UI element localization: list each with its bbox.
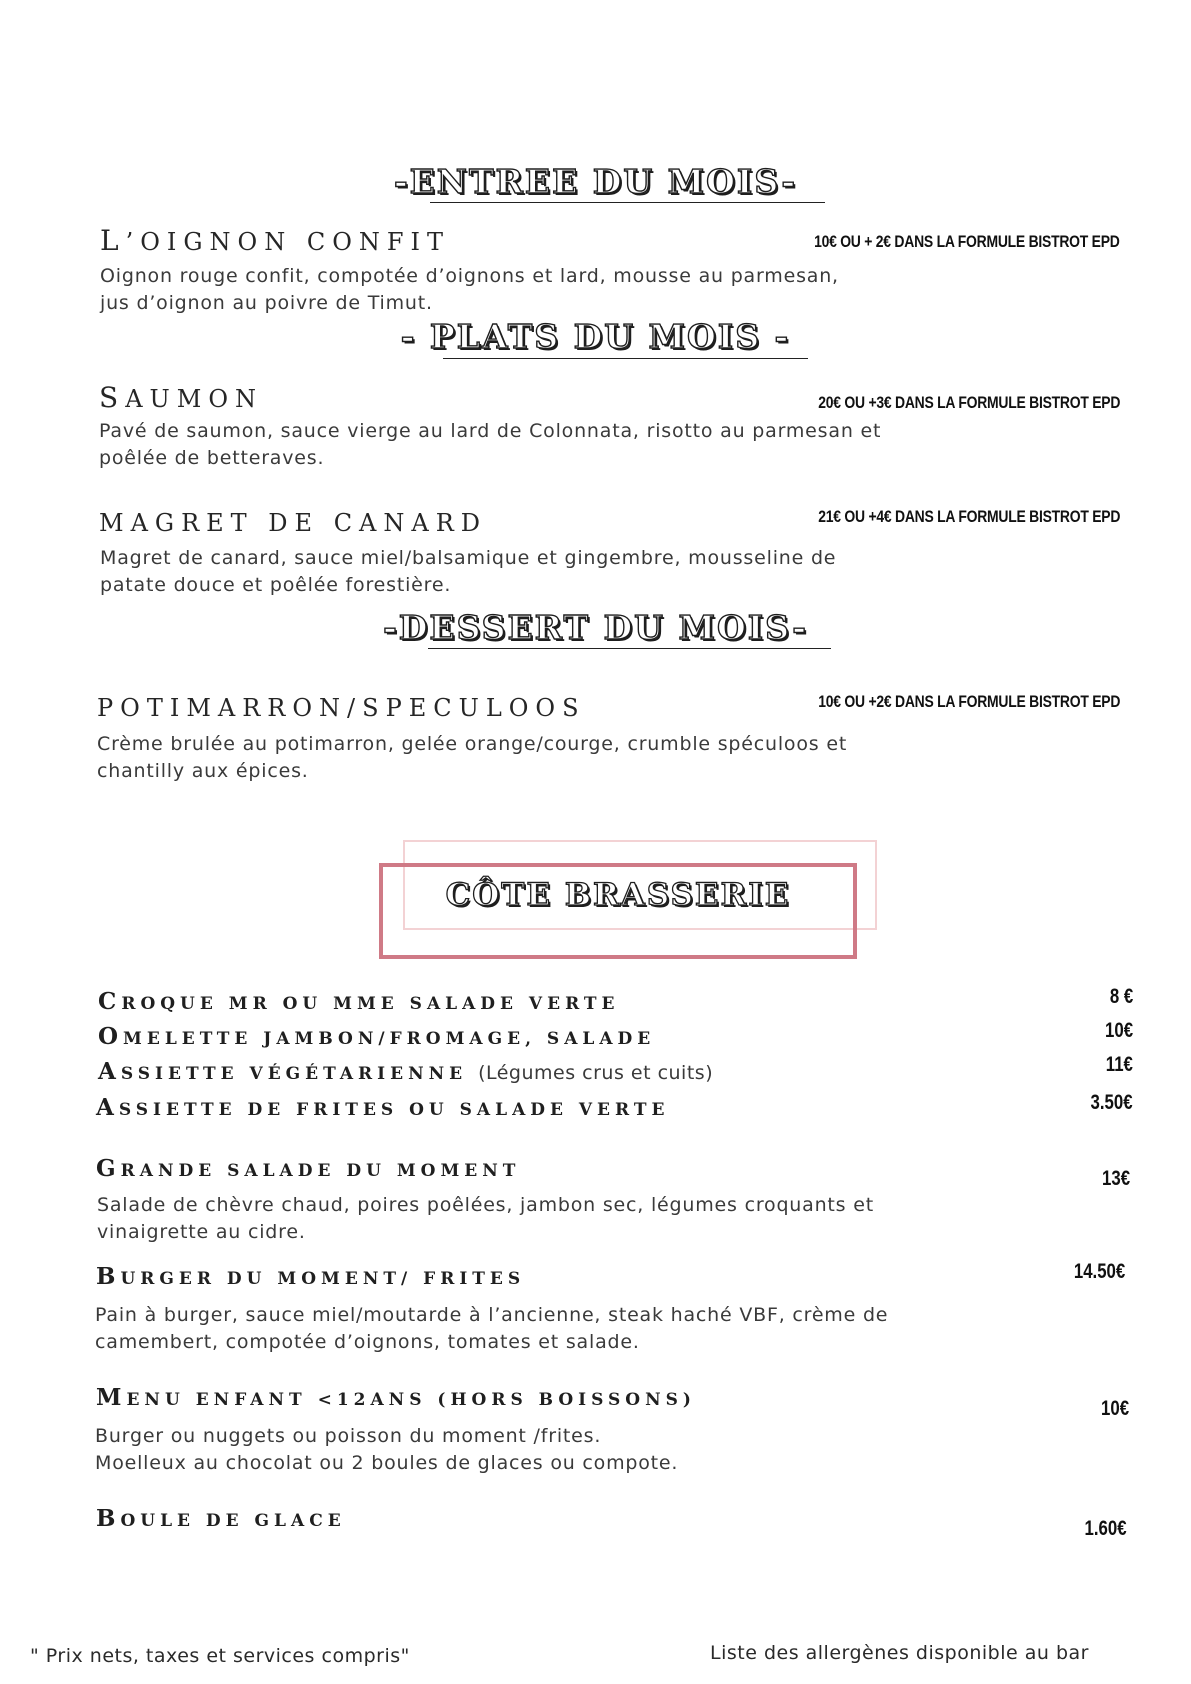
brasserie-item-description bbox=[97, 1192, 957, 1246]
brasserie-item-description bbox=[95, 1423, 955, 1477]
item-name-initial: C bbox=[98, 988, 122, 1015]
brasserie-item-description bbox=[95, 1302, 955, 1356]
brasserie-item-price: 11€ bbox=[1105, 1053, 1133, 1076]
item-name-rest: SSIETTE VÉGÉTARIENNE bbox=[120, 1064, 468, 1084]
description-line: Salade de chèvre chaud, poires poêlées, jambon sec, légumes croquants et bbox=[97, 1194, 874, 1216]
brasserie-section-title: CÔTE BRASSERIE bbox=[445, 877, 791, 913]
description-line: Pain à burger, sauce miel/moutarde à l’ancienne, steak haché VBF, crème de bbox=[95, 1304, 889, 1326]
description-line: Pavé de saumon, sauce vierge au lard de Colonnata, risotto au parmesan et bbox=[99, 420, 882, 442]
footer-price-note: " Prix nets, taxes et services compris" bbox=[30, 1645, 410, 1667]
item-name-rest: URGER DU MOMENT/ FRITES bbox=[120, 1269, 526, 1289]
entree-section-title: -ENTREE DU MOIS- bbox=[393, 162, 798, 201]
description-line: camembert, compotée d’oignons, tomates et salade. bbox=[95, 1331, 640, 1353]
item-name-initial: M bbox=[96, 1384, 127, 1411]
brasserie-item-price: 8 € bbox=[1109, 985, 1133, 1008]
footer-allergen-note: Liste des allergènes disponible au bar bbox=[710, 1642, 1089, 1664]
plats-dish-price: 21€ OU +4€ DANS LA FORMULE BISTROT EPD bbox=[818, 507, 1120, 526]
item-name-rest: SSIETTE DE FRITES OU SALADE VERTE bbox=[118, 1100, 670, 1120]
entree-dish-name bbox=[100, 224, 450, 257]
brasserie-item-name bbox=[96, 1263, 525, 1290]
item-name-initial: A bbox=[96, 1094, 119, 1121]
description-line: Crème brulée au potimarron, gelée orange/courge, crumble spéculoos et bbox=[97, 733, 848, 755]
entree-dish-description bbox=[100, 263, 960, 317]
description-line: jus d’oignon au poivre de Timut. bbox=[100, 292, 433, 314]
dish-name-initial: S bbox=[99, 381, 126, 414]
brasserie-item-name bbox=[96, 1505, 346, 1532]
dessert-dish-name bbox=[97, 690, 586, 723]
plats-dish-name bbox=[99, 381, 263, 414]
description-line: Moelleux au chocolat ou 2 boules de glaces ou compote. bbox=[95, 1452, 679, 1474]
dessert-dish-price: 10€ OU +2€ DANS LA FORMULE BISTROT EPD bbox=[818, 692, 1120, 711]
description-line: chantilly aux épices. bbox=[97, 760, 309, 782]
brasserie-item-price: 3.50€ bbox=[1090, 1091, 1133, 1114]
item-name-initial: O bbox=[98, 1023, 124, 1050]
item-name-initial: A bbox=[98, 1058, 121, 1085]
plats-section-title: - PLATS DU MOIS - bbox=[400, 317, 791, 356]
dish-name-rest: POTIMARRON/SPECULOOS bbox=[97, 694, 586, 722]
brasserie-item-price: 14.50€ bbox=[1073, 1260, 1125, 1283]
item-name-rest: MELETTE JAMBON/FROMAGE, SALADE bbox=[123, 1029, 656, 1049]
brasserie-item-price: 1.60€ bbox=[1084, 1517, 1127, 1540]
description-line: vinaigrette au cidre. bbox=[97, 1221, 306, 1243]
description-line: Magret de canard, sauce miel/balsamique et gingembre, mousseline de bbox=[100, 547, 837, 569]
brasserie-item-name bbox=[96, 1094, 669, 1121]
dessert-dish-description bbox=[97, 731, 957, 785]
item-name-rest: OULE DE GLACE bbox=[120, 1511, 346, 1531]
dish-name-rest: ’OIGNON CONFIT bbox=[125, 228, 451, 256]
item-name-initial: B bbox=[96, 1263, 121, 1290]
brasserie-item-name bbox=[98, 988, 620, 1015]
item-name-initial: B bbox=[96, 1505, 121, 1532]
plats-title-underline bbox=[443, 358, 808, 359]
description-line: Oignon rouge confit, compotée d’oignons et lard, mousse au parmesan, bbox=[100, 265, 839, 287]
dish-name-initial: L bbox=[100, 224, 126, 257]
plats-dish-description bbox=[99, 418, 959, 472]
brasserie-item-price: 13€ bbox=[1101, 1167, 1130, 1190]
brasserie-item-name bbox=[96, 1155, 520, 1182]
brasserie-item-name bbox=[98, 1023, 655, 1050]
description-line: poêlée de betteraves. bbox=[99, 447, 325, 469]
brasserie-item-price: 10€ bbox=[1100, 1397, 1129, 1420]
entree-title-underline bbox=[430, 202, 825, 203]
dish-name-rest: MAGRET DE CANARD bbox=[99, 509, 488, 537]
plats-dish-price: 20€ OU +3€ DANS LA FORMULE BISTROT EPD bbox=[818, 393, 1120, 412]
item-name-rest: ENU ENFANT <12ANS (HORS BOISSONS) bbox=[126, 1390, 696, 1410]
brasserie-item-name bbox=[96, 1384, 696, 1411]
dessert-section-title: -DESSERT DU MOIS- bbox=[383, 608, 808, 647]
dish-name-rest: AUMON bbox=[125, 385, 263, 413]
description-line: Burger ou nuggets ou poisson du moment /frites. bbox=[95, 1425, 602, 1447]
description-line: patate douce et poêlée forestière. bbox=[100, 574, 452, 596]
plats-dish-name bbox=[99, 505, 487, 538]
plats-dish-description bbox=[100, 545, 960, 599]
item-name-rest: ROQUE MR OU MME SALADE VERTE bbox=[121, 994, 620, 1014]
entree-dish-price: 10€ OU + 2€ DANS LA FORMULE BISTROT EPD bbox=[814, 232, 1120, 251]
brasserie-item-name bbox=[98, 1058, 713, 1085]
item-name-initial: G bbox=[96, 1155, 121, 1182]
item-note: (Légumes crus et cuits) bbox=[478, 1062, 714, 1084]
brasserie-item-price: 10€ bbox=[1104, 1019, 1133, 1042]
item-name-rest: RANDE SALADE DU MOMENT bbox=[120, 1161, 521, 1181]
dessert-title-underline bbox=[428, 648, 831, 649]
